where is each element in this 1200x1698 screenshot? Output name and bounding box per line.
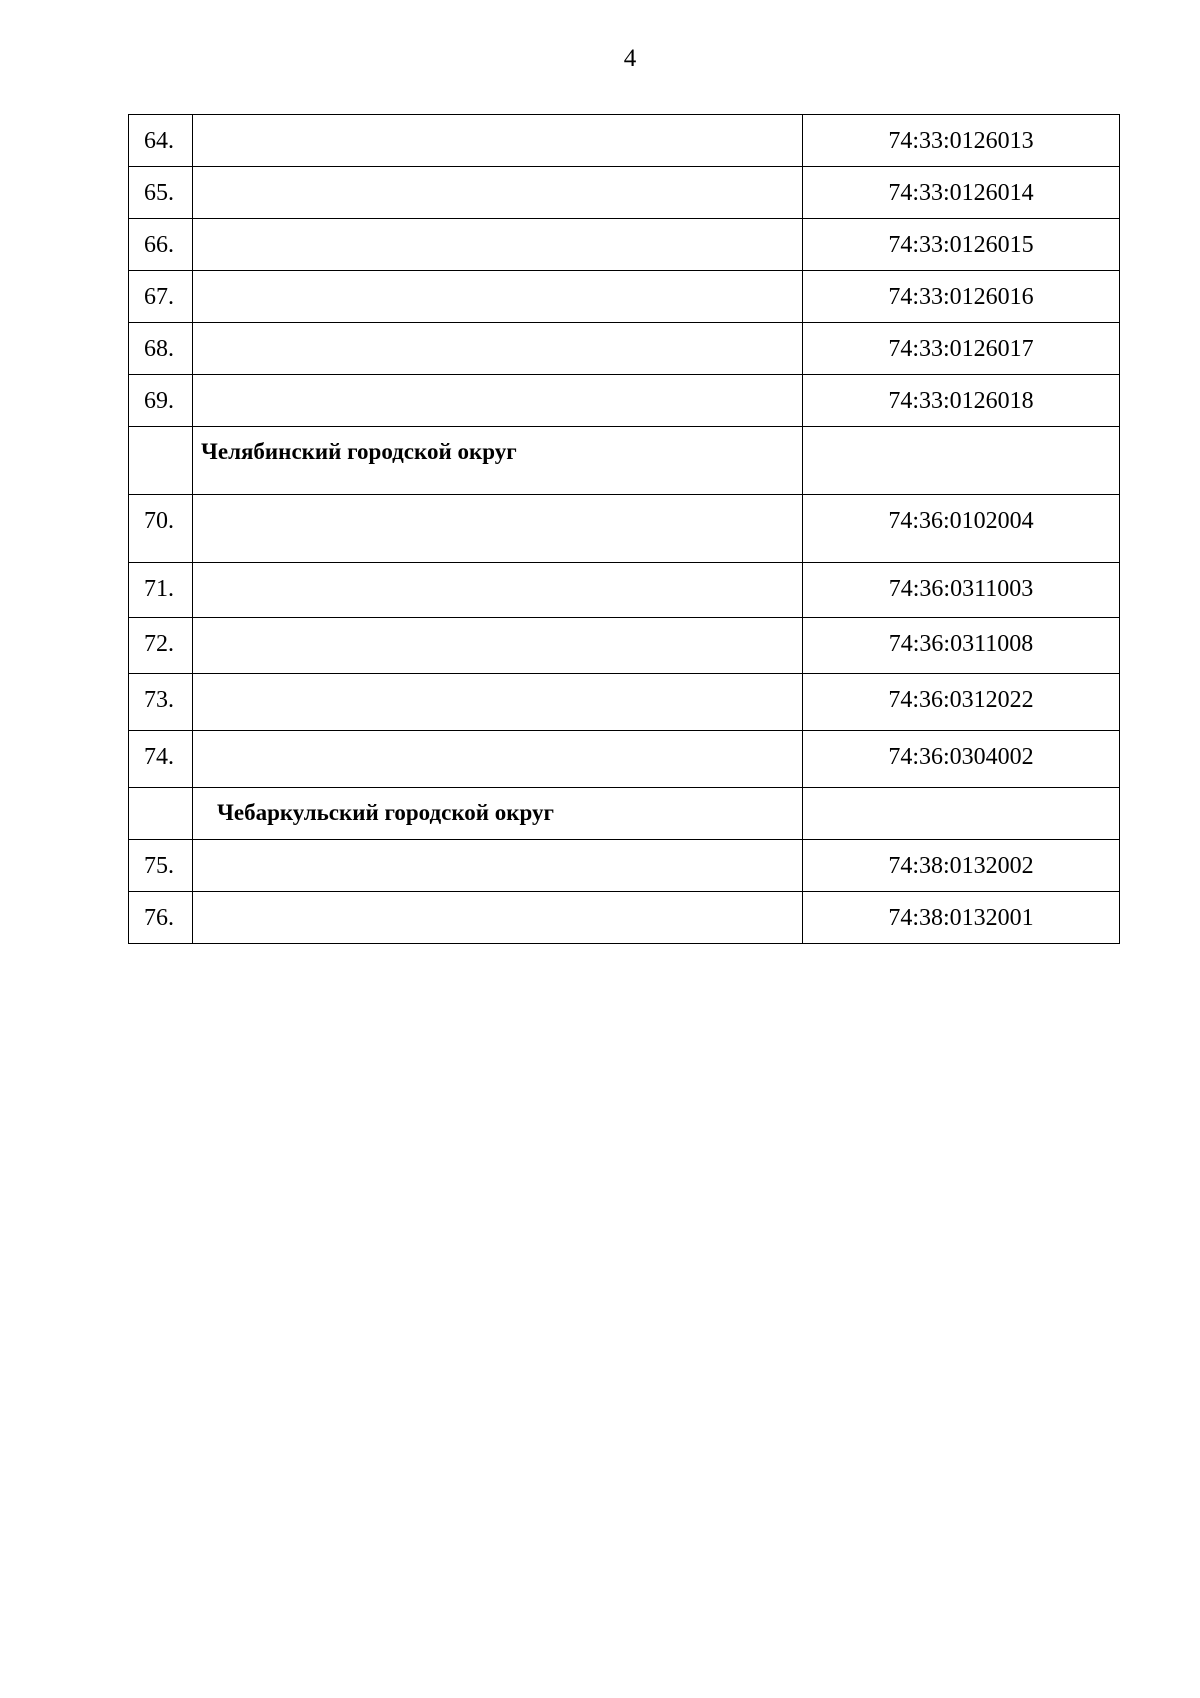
table-row <box>129 563 1120 618</box>
row-number <box>129 788 193 840</box>
row-number: 67. <box>129 271 193 323</box>
row-number: 76. <box>129 892 193 944</box>
row-number: 70. <box>129 495 193 563</box>
row-number <box>129 427 193 495</box>
cadastral-number: 74:36:0312022 <box>803 674 1120 731</box>
cadastral-number: 74:38:0132002 <box>803 840 1120 892</box>
table-row <box>129 840 1120 892</box>
row-name <box>193 731 803 788</box>
cadastral-number: 74:36:0304002 <box>803 731 1120 788</box>
row-number: 68. <box>129 323 193 375</box>
section-row <box>129 788 1120 840</box>
table-row <box>129 323 1120 375</box>
table-body <box>129 115 1120 944</box>
cadastral-number: 74:36:0311008 <box>803 618 1120 674</box>
row-name <box>193 892 803 944</box>
page-number: 4 <box>623 45 637 72</box>
row-number: 65. <box>129 167 193 219</box>
row-name <box>193 115 803 167</box>
row-number: 72. <box>129 618 193 674</box>
table-row <box>129 115 1120 167</box>
cadastral-number: 74:36:0311003 <box>803 563 1120 618</box>
row-number: 73. <box>129 674 193 731</box>
cadastral-number <box>803 427 1120 495</box>
cadastral-number: 74:36:0102004 <box>803 495 1120 563</box>
row-name <box>193 674 803 731</box>
cadastral-number: 74:33:0126016 <box>803 271 1120 323</box>
row-number: 69. <box>129 375 193 427</box>
row-name <box>193 375 803 427</box>
row-name <box>193 167 803 219</box>
row-name <box>193 219 803 271</box>
cadastral-number: 74:33:0126014 <box>803 167 1120 219</box>
row-number: 66. <box>129 219 193 271</box>
table-row <box>129 375 1120 427</box>
row-number: 75. <box>129 840 193 892</box>
row-number: 74. <box>129 731 193 788</box>
row-number: 64. <box>129 115 193 167</box>
table-row <box>129 271 1120 323</box>
row-name <box>193 840 803 892</box>
row-number: 71. <box>129 563 193 618</box>
section-title: Челябинский городской округ <box>193 427 803 495</box>
cadastral-number <box>803 788 1120 840</box>
row-name <box>193 618 803 674</box>
table-row <box>129 219 1120 271</box>
table-row <box>129 731 1120 788</box>
cadastral-number: 74:38:0132001 <box>803 892 1120 944</box>
row-name <box>193 563 803 618</box>
row-name <box>193 271 803 323</box>
row-name <box>193 495 803 563</box>
cadastral-number: 74:33:0126017 <box>803 323 1120 375</box>
row-name <box>193 323 803 375</box>
table-row <box>129 618 1120 674</box>
table-row <box>129 167 1120 219</box>
table-row <box>129 495 1120 563</box>
table-row <box>129 892 1120 944</box>
section-row <box>129 427 1120 495</box>
cadastral-number: 74:33:0126018 <box>803 375 1120 427</box>
section-title: Чебаркульский городской округ <box>193 788 803 840</box>
cadastral-number: 74:33:0126015 <box>803 219 1120 271</box>
cadastral-number: 74:33:0126013 <box>803 115 1120 167</box>
table-row <box>129 674 1120 731</box>
cadastral-table <box>128 114 1120 944</box>
